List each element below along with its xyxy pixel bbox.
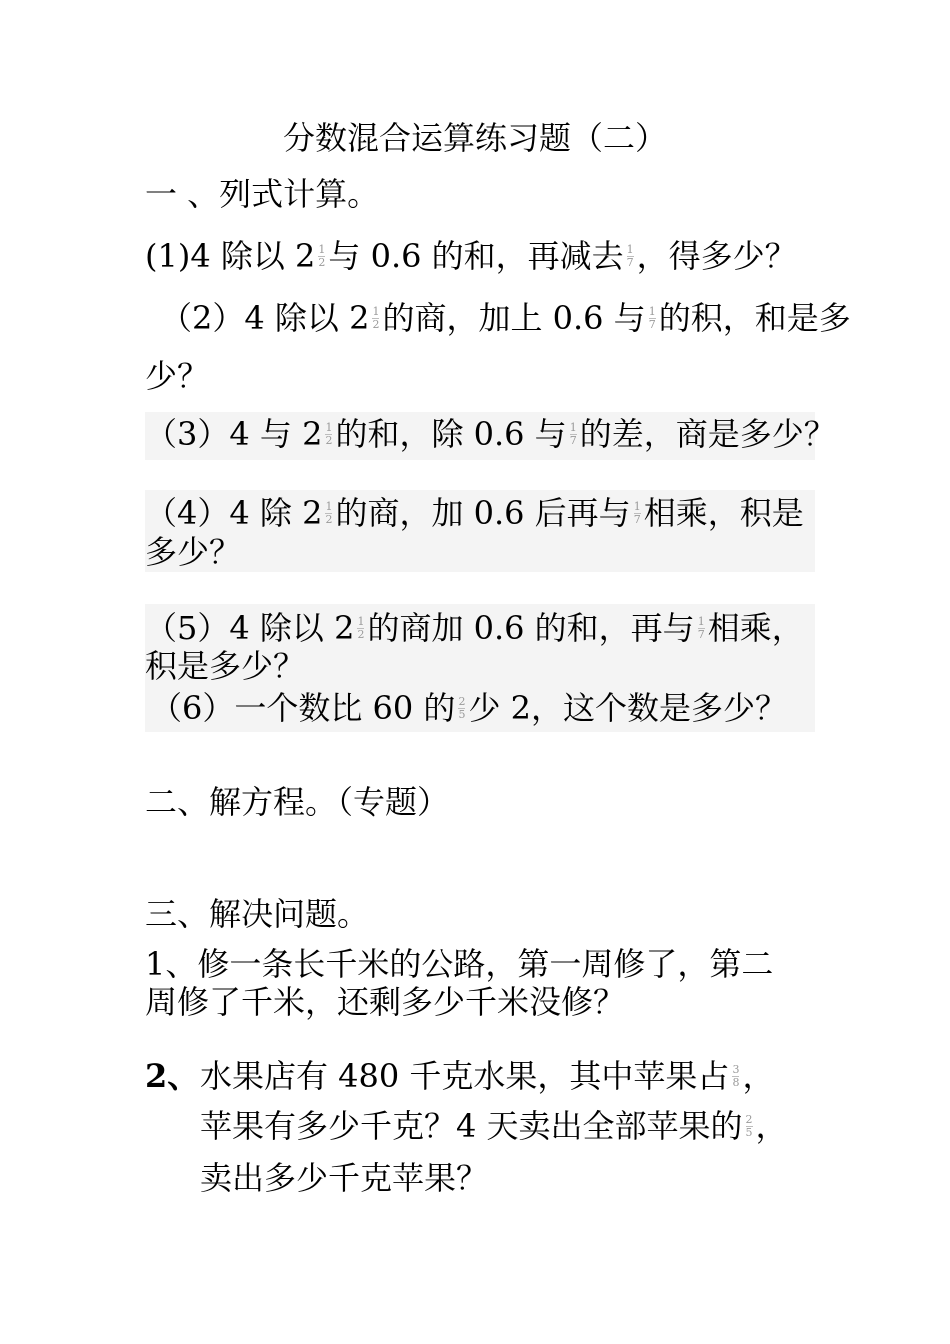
fraction-one-seventh: $\frac{1}{7}$ — [626, 243, 634, 269]
problem-2-line-3: 卖出多少千克苹果？ — [200, 1159, 489, 1197]
question-5: （5）4 除以 2 $\frac{1}{2}$ 的商加 0.6 的和，再与 $\frac{1}{7}$ 相乘， — [145, 609, 804, 647]
question-2-continued: 少？ — [145, 357, 210, 395]
question-5-continued: 积是多少？ — [145, 647, 306, 685]
section-1-heading: 一 、列式计算。 — [145, 175, 380, 213]
section-3-heading: 三、解决问题。 — [145, 895, 370, 933]
fraction-one-half: $\frac{1}{2}$ — [372, 305, 380, 331]
question-6: （6）一个数比 60 的 $\frac{2}{5}$ 少 2，这个数是多少？ — [150, 689, 787, 727]
problem-1-line-1: 1、修一条长千米的公路，第一周修了，第二 — [145, 945, 774, 983]
problem-2-line-1: 水果店有 480 千克水果，其中苹果占 $\frac{3}{8}$ ， — [200, 1057, 775, 1095]
question-4-continued: 多少？ — [145, 533, 242, 571]
problem-2-number: 2、 — [145, 1057, 200, 1095]
fraction-one-half: $\frac{1}{2}$ — [357, 615, 365, 641]
problem-2-line-2: 苹果有多少千克？4 天卖出全部苹果的 $\frac{2}{5}$ ， — [200, 1107, 788, 1145]
fraction-one-seventh: $\frac{1}{7}$ — [633, 500, 641, 526]
fraction-one-seventh: $\frac{1}{7}$ — [569, 421, 577, 447]
fraction-one-seventh: $\frac{1}{7}$ — [697, 615, 705, 641]
fraction-one-half: $\frac{1}{2}$ — [318, 243, 326, 269]
fraction-one-seventh: $\frac{1}{7}$ — [648, 305, 656, 331]
section-2-heading: 二、解方程。（专题） — [145, 783, 450, 821]
page-title: 分数混合运算练习题（二） — [282, 119, 667, 157]
fraction-two-fifths: $\frac{2}{5}$ — [458, 695, 466, 721]
question-4: （4）4 除 2 $\frac{1}{2}$ 的商，加 0.6 后再与 $\frac{1}{7}$ 相乘，积是 — [145, 494, 804, 532]
question-2: （2）4 除以 2 $\frac{1}{2}$ 的商，加上 0.6 与 $\frac{1}{7}$ 的积，和是多 — [160, 299, 851, 337]
problem-1-line-2: 周修了千米，还剩多少千米没修？ — [145, 983, 626, 1021]
question-1: (1)4 除以 2 $\frac{1}{2}$ 与 0.6 的和，再减去 $\frac{1}{7}$ ，得多少？ — [145, 237, 797, 275]
fraction-two-fifths: $\frac{2}{5}$ — [745, 1113, 753, 1139]
fraction-one-half: $\frac{1}{2}$ — [325, 500, 333, 526]
fraction-three-eighths: $\frac{3}{8}$ — [732, 1063, 740, 1089]
question-3: （3）4 与 2 $\frac{1}{2}$ 的和，除 0.6 与 $\frac{1}{7}$ 的差，商是多少？ — [145, 415, 836, 453]
fraction-one-half: $\frac{1}{2}$ — [325, 421, 333, 447]
